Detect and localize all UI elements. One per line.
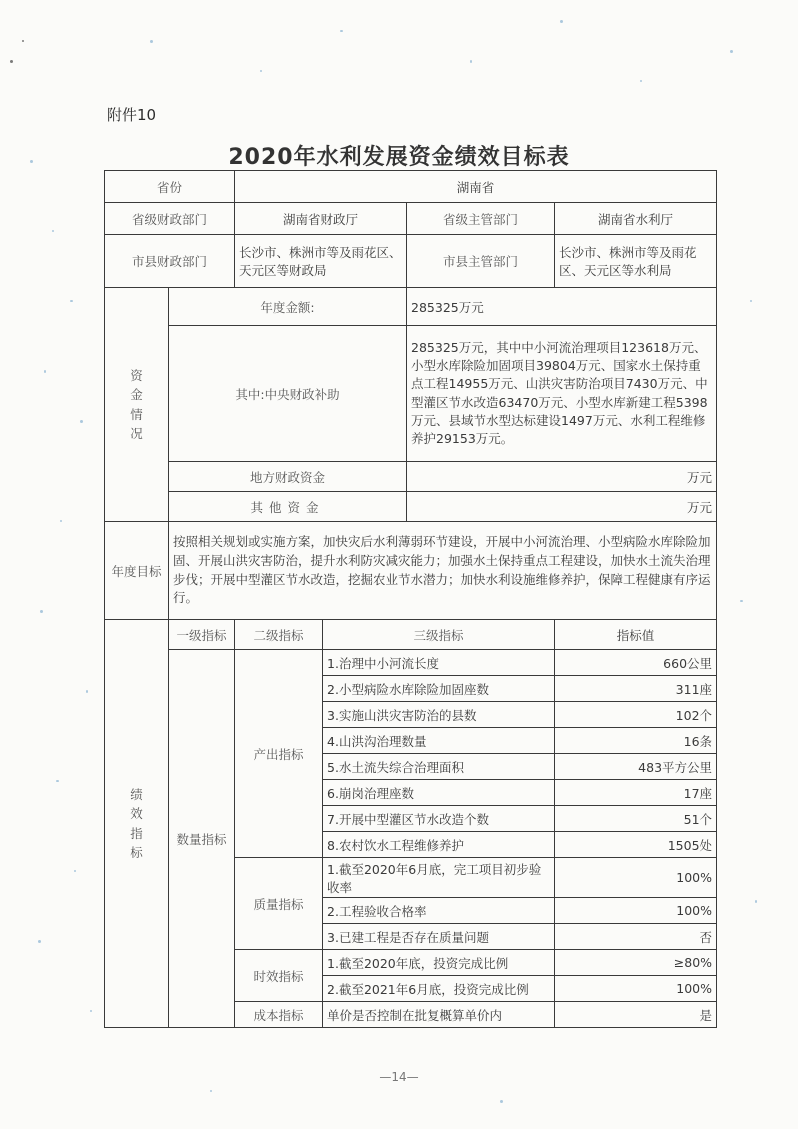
city-dept-value: 长沙市、株洲市等及雨花区、天元区等水利局 [555, 235, 717, 288]
attachment-label: 附件10 [107, 106, 157, 124]
other-funds-label: 其他资金 [169, 492, 407, 522]
central-subsidy-value: 285325万元，其中中小河流治理项目123618万元、小型水库除险加固项目39804万元、国家水土保持重点工程14955万元、山洪灾害防治项目7430万元、中型灌区节水改造63470万元、小型水库新建工程5398万元、县域节水型达标建设1497万元、水利工程维修养护29153万元。 [407, 326, 717, 462]
level3-name: 6.崩岗治理座数 [323, 780, 555, 806]
indicator-value: 100% [555, 858, 717, 898]
page-title: 2020年水利发展资金绩效目标表 [228, 145, 570, 170]
col-level2-header: 二级指标 [235, 620, 323, 650]
indicator-value: 否 [555, 924, 717, 950]
local-funds-label: 地方财政资金 [169, 462, 407, 492]
level3-name: 7.开展中型灌区节水改造个数 [323, 806, 555, 832]
prov-dept-value: 湖南省水利厅 [555, 203, 717, 235]
prov-finance-value: 湖南省财政厅 [235, 203, 407, 235]
indicator-row [105, 650, 717, 676]
indicator-value: 660公里 [555, 650, 717, 676]
indicator-value: 是 [555, 1002, 717, 1028]
annual-amount-row [105, 288, 717, 326]
col-level3-header: 三级指标 [323, 620, 555, 650]
indicator-value: 102个 [555, 702, 717, 728]
province-label: 省份 [105, 171, 235, 203]
level1-indicator-name: 数量指标 [169, 650, 235, 1028]
other-funds-row [105, 492, 717, 522]
col-value-header: 指标值 [555, 620, 717, 650]
level3-name: 2.小型病险水库除险加固座数 [323, 676, 555, 702]
prov-dept-label: 省级主管部门 [407, 203, 555, 235]
indicator-value: 51个 [555, 806, 717, 832]
annual-goal-label: 年度目标 [105, 522, 169, 620]
city-dept-row [105, 235, 717, 288]
indicator-value: 100% [555, 976, 717, 1002]
indicator-value: 1505处 [555, 832, 717, 858]
level3-name: 1.截至2020年6月底，完工项目初步验收率 [323, 858, 555, 898]
indicators-section-label [105, 620, 169, 1028]
level3-name: 3.已建工程是否存在质量问题 [323, 924, 555, 950]
annual-goal-row [105, 522, 717, 620]
level3-name: 2.工程验收合格率 [323, 898, 555, 924]
indicators-section-text: 绩效指标 [130, 786, 143, 860]
page-number: —14— [379, 1070, 419, 1084]
annual-goal-text: 按照相关规划或实施方案，加快灾后水利薄弱环节建设，开展中小河流治理、小型病险水库除险加固、开展山洪灾害防治，提升水利防灾减灾能力；加强水土保持重点工程建设，加快水土流失治理步伐；开展中型灌区节水改造，挖掘农业节水潜力；加快水利设施维修养护，保障工程健康有序运行。 [169, 522, 717, 620]
provincial-dept-row [105, 203, 717, 235]
local-funds-value: 万元 [407, 462, 717, 492]
city-finance-label: 市县财政部门 [105, 235, 235, 288]
level2-output: 产出指标 [235, 650, 323, 858]
level2-cost: 成本指标 [235, 1002, 323, 1028]
funds-section-label [105, 288, 169, 522]
prov-finance-label: 省级财政部门 [105, 203, 235, 235]
indicator-value: 100% [555, 898, 717, 924]
central-subsidy-label: 其中:中央财政补助 [169, 326, 407, 462]
city-dept-label: 市县主管部门 [407, 235, 555, 288]
level3-name: 5.水土流失综合治理面积 [323, 754, 555, 780]
indicator-value: 483平方公里 [555, 754, 717, 780]
level3-name: 单价是否控制在批复概算单价内 [323, 1002, 555, 1028]
level3-name: 3.实施山洪灾害防治的县数 [323, 702, 555, 728]
other-funds-value: 万元 [407, 492, 717, 522]
city-finance-value: 长沙市、株洲市等及雨花区、天元区等财政局 [235, 235, 407, 288]
annual-amount-label: 年度金额: [169, 288, 407, 326]
funds-section-text: 资金情况 [130, 367, 143, 441]
local-funds-row [105, 462, 717, 492]
col-level1-header: 一级指标 [169, 620, 235, 650]
indicator-value: 17座 [555, 780, 717, 806]
level3-name: 8.农村饮水工程维修养护 [323, 832, 555, 858]
performance-table [104, 170, 717, 1028]
province-row [105, 171, 717, 203]
level3-name: 2.截至2021年6月底，投资完成比例 [323, 976, 555, 1002]
province-value: 湖南省 [235, 171, 717, 203]
indicator-value: 311座 [555, 676, 717, 702]
annual-amount-value: 285325万元 [407, 288, 717, 326]
level3-name: 1.治理中小河流长度 [323, 650, 555, 676]
indicator-value: ≥80% [555, 950, 717, 976]
level2-timeliness: 时效指标 [235, 950, 323, 1002]
indicator-header-row [105, 620, 717, 650]
level2-quality: 质量指标 [235, 858, 323, 950]
central-subsidy-row [105, 326, 717, 462]
level3-name: 4.山洪沟治理数量 [323, 728, 555, 754]
indicator-value: 16条 [555, 728, 717, 754]
level3-name: 1.截至2020年底，投资完成比例 [323, 950, 555, 976]
